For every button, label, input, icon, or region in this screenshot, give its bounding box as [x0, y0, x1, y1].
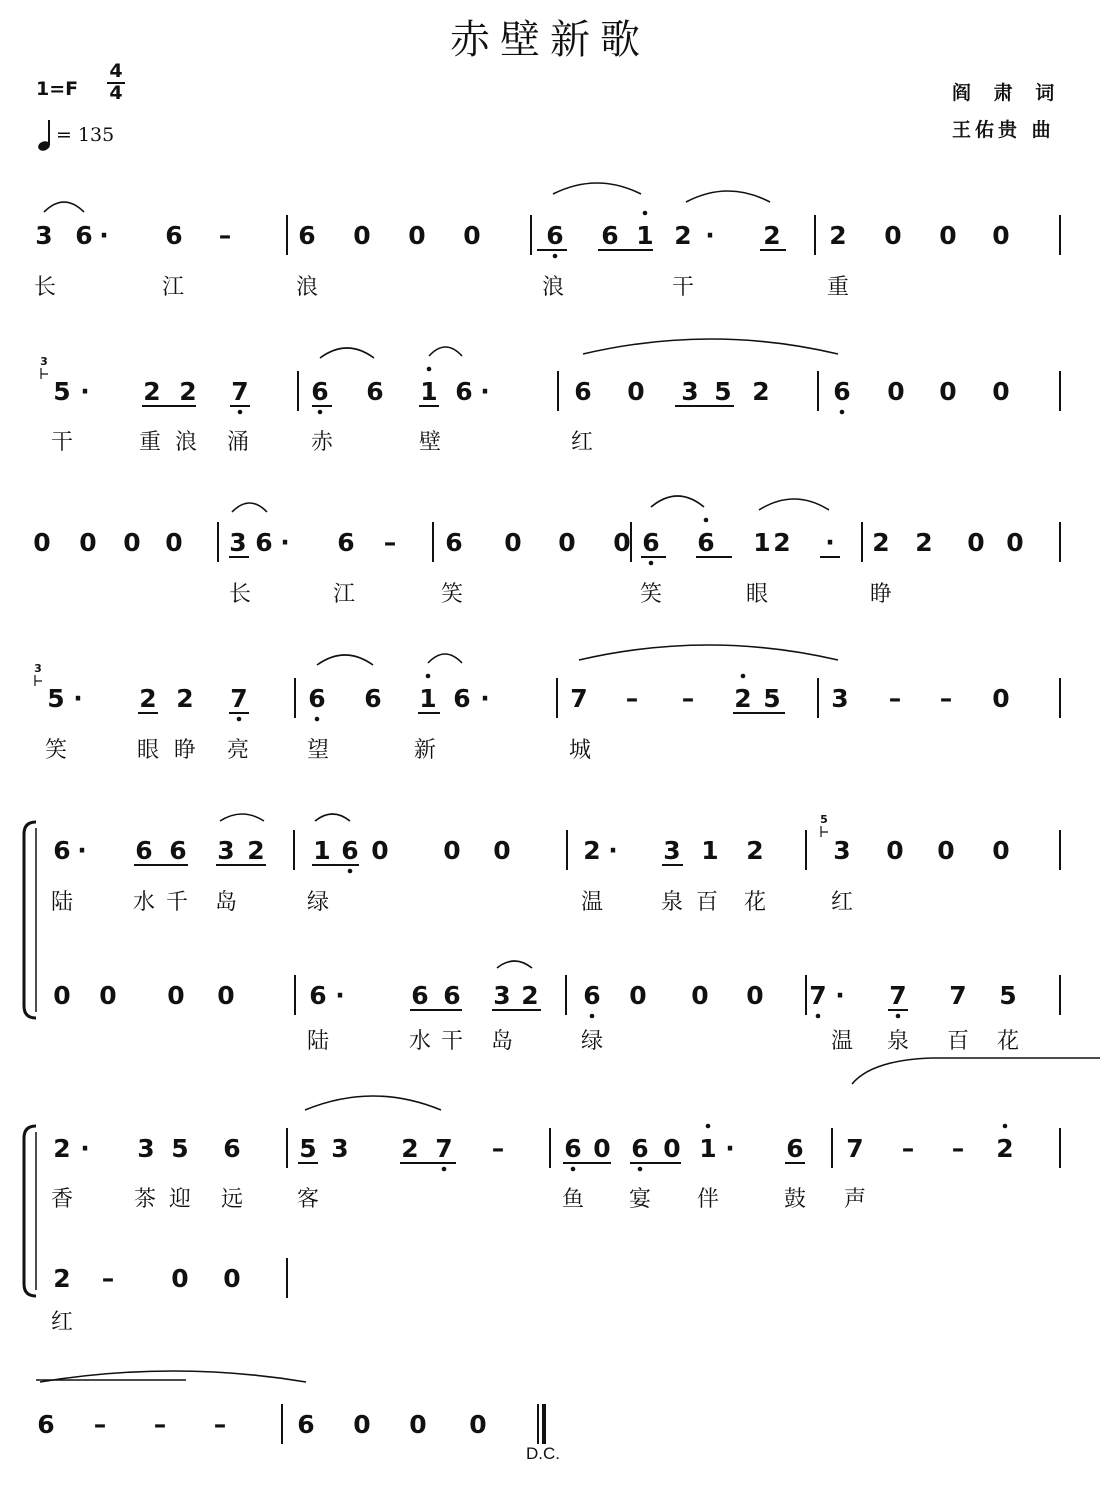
low-octave-dot — [590, 1014, 595, 1019]
note: 6 — [445, 528, 463, 557]
lyric: 干 — [50, 430, 74, 455]
lyric: 红 — [570, 430, 594, 455]
note: 6 — [165, 221, 183, 250]
lyric: 笑 — [44, 738, 68, 763]
lyric: 笑 — [639, 582, 663, 607]
note: 0 — [1006, 528, 1024, 557]
note: 6 — [298, 221, 316, 250]
note: 6 — [255, 528, 273, 557]
augmentation-dot: · — [80, 377, 90, 406]
slur — [497, 961, 532, 968]
note: 2 — [179, 377, 197, 406]
note: 3 — [831, 684, 849, 713]
lyric: 泉 — [660, 890, 684, 915]
slur — [320, 348, 374, 358]
note: 2 — [773, 528, 791, 557]
low-octave-dot — [816, 1014, 821, 1019]
note: 6 — [297, 1410, 315, 1439]
lyric: 茶 — [133, 1187, 157, 1212]
note: 0 — [691, 981, 709, 1010]
slur — [305, 1096, 441, 1110]
note: 3 — [493, 981, 511, 1010]
low-octave-dot — [315, 717, 320, 722]
note: 0 — [967, 528, 985, 557]
lyric: 长 — [33, 275, 57, 300]
note: 7 — [231, 377, 249, 406]
lyric: 红 — [830, 890, 854, 915]
note: – — [213, 1410, 227, 1439]
lyric: 泉 — [886, 1029, 910, 1054]
lyric: 眼 — [136, 738, 160, 763]
note: 1 — [699, 1134, 717, 1163]
lyric: 红 — [50, 1310, 74, 1335]
note: 0 — [886, 836, 904, 865]
slur — [553, 183, 641, 194]
lyric: 温 — [830, 1029, 854, 1054]
grace-stem — [35, 675, 42, 686]
note: 2 — [143, 377, 161, 406]
lyric: 花 — [743, 890, 767, 915]
note: 2 — [139, 684, 157, 713]
lyric: 伴 — [696, 1187, 720, 1212]
note: 7 — [809, 981, 827, 1010]
lyric: 陆 — [50, 890, 74, 915]
note: 7 — [230, 684, 248, 713]
grace-note: 5 — [820, 813, 828, 826]
lyric: 声 — [843, 1187, 867, 1212]
augmentation-dot: · — [825, 528, 835, 557]
note: 6 — [642, 528, 660, 557]
note: 6 — [37, 1410, 55, 1439]
note: – — [951, 1134, 965, 1163]
note: 5 — [47, 684, 65, 713]
low-octave-dot — [348, 869, 353, 874]
note: 3 — [663, 836, 681, 865]
note: 6 — [309, 981, 327, 1010]
note: 2 — [583, 836, 601, 865]
note: 3 — [331, 1134, 349, 1163]
note: 7 — [846, 1134, 864, 1163]
augmentation-dot: · — [73, 684, 83, 713]
lyric: 岛 — [214, 890, 238, 915]
note: 6 — [453, 684, 471, 713]
lyric: 江 — [161, 275, 185, 300]
slur — [583, 339, 838, 354]
note: 6 — [53, 836, 71, 865]
note: – — [625, 684, 639, 713]
note: 6 — [308, 684, 326, 713]
note: 6 — [169, 836, 187, 865]
note: 6 — [337, 528, 355, 557]
note: 7 — [949, 981, 967, 1010]
note: 2 — [872, 528, 890, 557]
note: 0 — [884, 221, 902, 250]
lyric: 长 — [228, 582, 252, 607]
augmentation-dot: · — [280, 528, 290, 557]
lyric: 水 — [132, 890, 156, 915]
note: 0 — [558, 528, 576, 557]
lyric: 涌 — [226, 430, 250, 455]
lyric: 千 — [165, 890, 189, 915]
note: 0 — [613, 528, 631, 557]
high-octave-dot — [741, 674, 746, 679]
lyric: 宴 — [628, 1187, 652, 1212]
lyricist-credit: 阎 肃 词 — [952, 82, 1063, 104]
note: 0 — [167, 981, 185, 1010]
composer-credit: 王佑贵 曲 — [952, 119, 1055, 141]
note: 2 — [829, 221, 847, 250]
lyric: 亮 — [226, 738, 250, 763]
note: 0 — [469, 1410, 487, 1439]
note: 0 — [463, 221, 481, 250]
note: 5 — [53, 377, 71, 406]
slur — [232, 503, 267, 512]
note: 3 — [833, 836, 851, 865]
lyric: 干 — [440, 1029, 464, 1054]
note: 0 — [629, 981, 647, 1010]
note: 0 — [53, 981, 71, 1010]
low-octave-dot — [649, 561, 654, 566]
note: 6 — [583, 981, 601, 1010]
note: 0 — [593, 1134, 611, 1163]
note: – — [939, 684, 953, 713]
high-octave-dot — [704, 518, 709, 523]
note: 6 — [366, 377, 384, 406]
note: 2 — [247, 836, 265, 865]
note: – — [491, 1134, 505, 1163]
note: 6 — [443, 981, 461, 1010]
note: 6 — [364, 684, 382, 713]
low-octave-dot — [442, 1167, 447, 1172]
note: 2 — [763, 221, 781, 250]
note: 1 — [419, 684, 437, 713]
note: 2 — [734, 684, 752, 713]
lyric: 眼 — [745, 582, 769, 607]
lyric: 睁 — [869, 582, 893, 607]
note: 6 — [564, 1134, 582, 1163]
lyric: 笑 — [440, 582, 464, 607]
note: 5 — [763, 684, 781, 713]
lyric: 城 — [568, 738, 592, 763]
note: 0 — [409, 1410, 427, 1439]
note: 6 — [574, 377, 592, 406]
note: 2 — [996, 1134, 1014, 1163]
dc-marking: D.C. — [526, 1444, 560, 1463]
system-bracket — [24, 1126, 36, 1296]
lyric: 迎 — [168, 1187, 192, 1212]
low-octave-dot — [840, 410, 845, 415]
note: – — [153, 1410, 167, 1439]
note: 2 — [53, 1134, 71, 1163]
note: 1 — [636, 221, 654, 250]
augmentation-dot: · — [608, 836, 618, 865]
lyric: 百 — [946, 1029, 970, 1054]
low-octave-dot — [318, 410, 323, 415]
note: 0 — [171, 1264, 189, 1293]
augmentation-dot: · — [335, 981, 345, 1010]
note: 0 — [992, 684, 1010, 713]
note: 3 — [681, 377, 699, 406]
slur — [428, 654, 462, 663]
note: 6 — [311, 377, 329, 406]
slur — [759, 499, 829, 510]
note: 0 — [939, 377, 957, 406]
note: 6 — [697, 528, 715, 557]
note: 5 — [299, 1134, 317, 1163]
song-title: 赤壁新歌 — [450, 17, 650, 63]
note: – — [681, 684, 695, 713]
lyric: 重 — [826, 275, 850, 300]
slur — [429, 347, 462, 356]
note: 6 — [833, 377, 851, 406]
high-octave-dot — [706, 1124, 711, 1129]
note: 3 — [229, 528, 247, 557]
lyric: 鱼 — [561, 1187, 585, 1212]
note: 2 — [176, 684, 194, 713]
lyric: 客 — [296, 1187, 320, 1212]
slur — [651, 496, 704, 507]
lyric: 赤 — [310, 430, 334, 455]
high-octave-dot — [427, 367, 432, 372]
lyric: 百 — [695, 890, 719, 915]
note: 2 — [53, 1264, 71, 1293]
note: 1 — [701, 836, 719, 865]
lyric: 浪 — [174, 430, 198, 455]
lyric: 陆 — [306, 1029, 330, 1054]
slur — [44, 202, 84, 212]
note: 2 — [915, 528, 933, 557]
augmentation-dot: · — [705, 221, 715, 250]
low-octave-dot — [237, 717, 242, 722]
lyric: 重 — [138, 430, 162, 455]
lyric: 壁 — [418, 430, 442, 455]
note: 0 — [746, 981, 764, 1010]
note: 0 — [992, 836, 1010, 865]
low-octave-dot — [553, 254, 558, 259]
lyric: 温 — [580, 890, 604, 915]
note: 2 — [521, 981, 539, 1010]
note: 0 — [353, 221, 371, 250]
note: 0 — [663, 1134, 681, 1163]
lyric: 新 — [413, 738, 437, 763]
lyric: 绿 — [306, 890, 330, 915]
lyric: 远 — [220, 1187, 244, 1212]
augmentation-dot: · — [725, 1134, 735, 1163]
note: 2 — [746, 836, 764, 865]
lyric: 岛 — [490, 1029, 514, 1054]
high-octave-dot — [643, 211, 648, 216]
high-octave-dot — [426, 674, 431, 679]
lyric: 水 — [408, 1029, 432, 1054]
note: 0 — [939, 221, 957, 250]
lyric: 望 — [306, 738, 330, 763]
note: 1 — [420, 377, 438, 406]
note: 6 — [786, 1134, 804, 1163]
slur — [686, 191, 770, 202]
note: 6 — [631, 1134, 649, 1163]
note: 5 — [999, 981, 1017, 1010]
augmentation-dot: · — [80, 1134, 90, 1163]
time-signature-bottom: 4 — [109, 82, 123, 104]
note: 5 — [171, 1134, 189, 1163]
note: 7 — [570, 684, 588, 713]
augmentation-dot: · — [480, 684, 490, 713]
system-bracket — [24, 822, 36, 1018]
note: 6 — [223, 1134, 241, 1163]
key-signature: 1=F — [36, 78, 79, 100]
slur — [317, 655, 373, 665]
augmentation-dot: · — [480, 377, 490, 406]
note: – — [93, 1410, 107, 1439]
grace-stem — [821, 826, 828, 837]
note: 2 — [401, 1134, 419, 1163]
lyric: 鼓 — [783, 1187, 807, 1212]
note: 5 — [714, 377, 732, 406]
slur — [315, 814, 350, 821]
note: – — [218, 221, 232, 250]
note: 0 — [992, 221, 1010, 250]
note: 0 — [443, 836, 461, 865]
augmentation-dot: · — [77, 836, 87, 865]
note: – — [888, 684, 902, 713]
note: 6 — [601, 221, 619, 250]
note: 6 — [341, 836, 359, 865]
slur — [579, 645, 838, 660]
note: 2 — [674, 221, 692, 250]
note: 0 — [408, 221, 426, 250]
lyric: 干 — [671, 275, 695, 300]
lyric: 浪 — [295, 275, 319, 300]
low-octave-dot — [571, 1167, 576, 1172]
lyric: 花 — [996, 1029, 1020, 1054]
note: 6 — [411, 981, 429, 1010]
note: – — [101, 1264, 115, 1293]
note: 0 — [99, 981, 117, 1010]
lyric: 香 — [50, 1187, 74, 1212]
note: 7 — [435, 1134, 453, 1163]
low-octave-dot — [638, 1167, 643, 1172]
augmentation-dot: · — [835, 981, 845, 1010]
high-octave-dot — [1003, 1124, 1008, 1129]
note: 0 — [217, 981, 235, 1010]
lyric: 绿 — [580, 1029, 604, 1054]
grace-stem — [41, 368, 48, 379]
note: 0 — [937, 836, 955, 865]
note: 0 — [992, 377, 1010, 406]
note: 0 — [371, 836, 389, 865]
note: 1 — [753, 528, 771, 557]
note: 0 — [504, 528, 522, 557]
note: 0 — [627, 377, 645, 406]
note: – — [383, 528, 397, 557]
note: 0 — [123, 528, 141, 557]
note: 0 — [887, 377, 905, 406]
note: 3 — [137, 1134, 155, 1163]
grace-note: 3 — [34, 662, 42, 675]
note: 1 — [313, 836, 331, 865]
note: 0 — [493, 836, 511, 865]
note: 0 — [33, 528, 51, 557]
note: 0 — [353, 1410, 371, 1439]
lyric: 江 — [332, 582, 356, 607]
low-octave-dot — [238, 410, 243, 415]
note: – — [901, 1134, 915, 1163]
note: 0 — [223, 1264, 241, 1293]
augmentation-dot: · — [99, 221, 109, 250]
slur — [220, 814, 264, 821]
lyric: 睁 — [173, 738, 197, 763]
low-octave-dot — [896, 1014, 901, 1019]
note: 3 — [217, 836, 235, 865]
note: 6 — [546, 221, 564, 250]
time-signature-top: 4 — [109, 60, 123, 82]
note: 6 — [135, 836, 153, 865]
note: 0 — [79, 528, 97, 557]
note: 6 — [75, 221, 93, 250]
lyric: 浪 — [541, 275, 565, 300]
note: 7 — [889, 981, 907, 1010]
grace-note: 3 — [40, 355, 48, 368]
tie-continues — [852, 1058, 1100, 1084]
note: 2 — [752, 377, 770, 406]
tempo-value: = 135 — [56, 124, 115, 146]
note: 0 — [165, 528, 183, 557]
note: 6 — [455, 377, 473, 406]
note: 3 — [35, 221, 53, 250]
